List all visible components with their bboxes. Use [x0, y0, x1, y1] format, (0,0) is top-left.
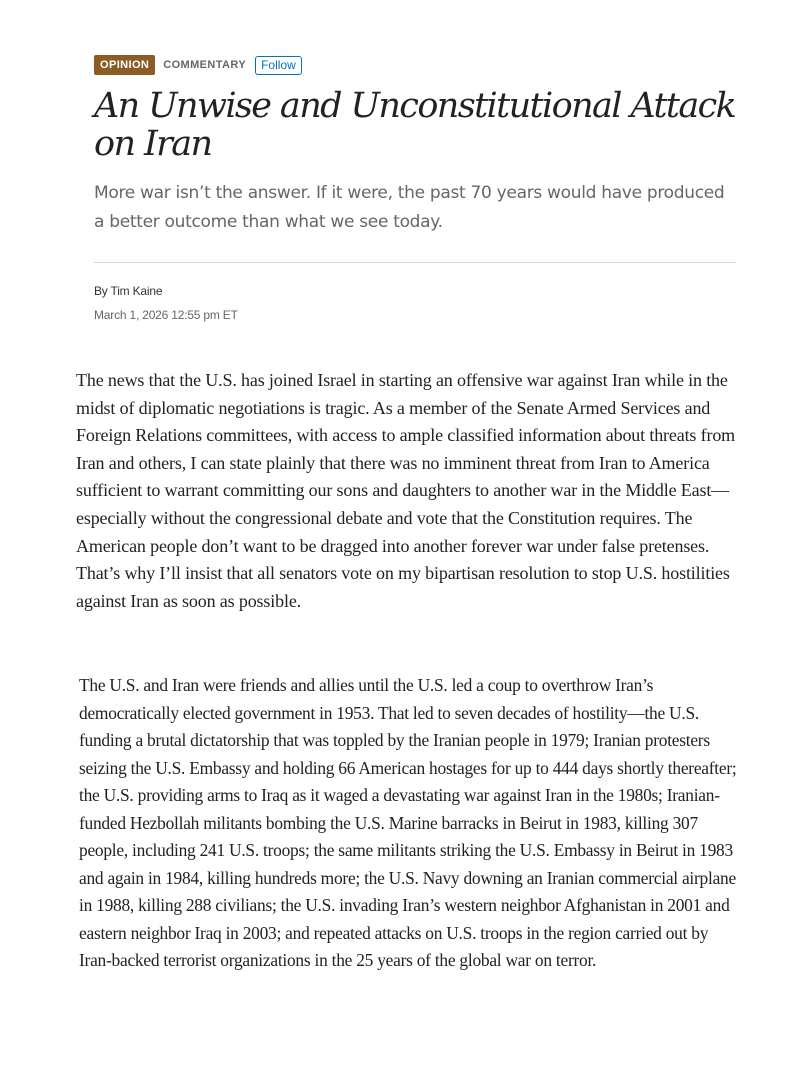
header-divider: [94, 262, 736, 263]
flag-row: [94, 55, 302, 75]
byline: By Tim Kaine: [94, 284, 163, 298]
article-paragraph: The U.S. and Iran were friends and allies until the U.S. led a coup to overthrow Iran’s democratically elected government in 1953. That led to seven decades of hostility—the U.S. funding a brutal dictatorship that was toppled by the Iranian people in 1979; Iranian protesters seizing the U.S. Embassy and holding 66 American hostages for up to 444 days shortly thereafter; the U.S. providing arms to Iraq as it waged a devastating war against Iran in the 1980s; Iranian-funded Hezbollah militants bombing the U.S. Marine barracks in Beirut in 1983, killing 307 people, including 241 U.S. troops; the same militants striking the U.S. Embassy in Beirut in 1983 and again in 1984, killing hundreds more; the U.S. Navy downing an Iranian commercial airplane in 1988, killing 288 civilians; the U.S. invading Iran’s western neighbor Afghanistan in 2001 and eastern neighbor Iraq in 2003; and repeated attacks on U.S. troops in the region carried out by Iran-backed terrorist organizations in the 25 years of the global war on terror.: [79, 675, 737, 970]
article-dek: More war isn’t the answer. If it were, the past 70 years would have produced a better outcome than what we see today.: [94, 183, 725, 232]
article-paragraph: The news that the U.S. has joined Israel in starting an offensive war against Iran while in the midst of diplomatic negotiations is tragic. As a member of the Senate Armed Services and Foreign Relations committees, with access to ample classified information about threats from Iran and others, I can state plainly that there was no imminent threat from Iran to America sufficient to warrant committing our sons and daughters to another war in the Middle East—especially without the congressional debate and vote that the Constitution requires. The American people don’t want to be dragged into another forever war under false pretenses. That’s why I’ll insist that all senators vote on my bipartisan resolution to stop U.S. hostilities against Iran as soon as possible.: [76, 370, 736, 611]
article-timestamp: March 1, 2026 12:55 pm ET: [94, 308, 238, 322]
category-label[interactable]: COMMENTARY: [163, 59, 247, 71]
opinion-section-tag[interactable]: OPINION: [94, 55, 155, 75]
article-headline: An Unwise and Unconstitutional Attack on Iran: [94, 86, 736, 164]
follow-button[interactable]: Follow: [255, 56, 302, 75]
